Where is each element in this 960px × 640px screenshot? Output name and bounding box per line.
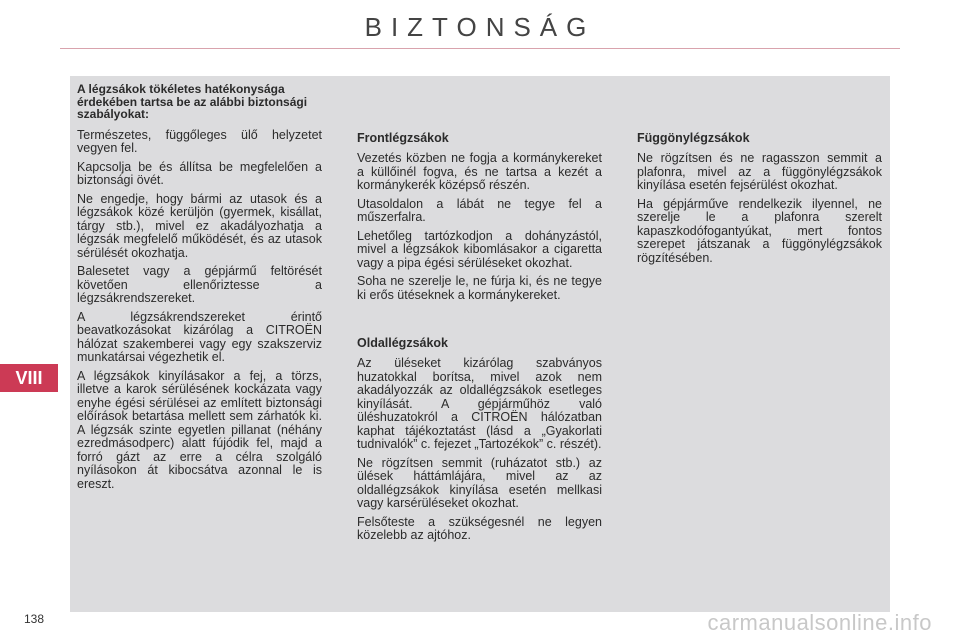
column-general-rules: [77, 83, 322, 496]
paragraph: Felsőteste a szükségesnél ne legyen közelebb az ajtóhoz.: [357, 514, 602, 542]
paragraph: Ne rögzítsen semmit (ruházatot stb.) az ülések háttámlájára, mivel az az oldallégzsákok kinyílása esetén mellkasi vagy karsérüléseket okozhat.: [357, 455, 602, 510]
column-curtain-airbags: [637, 131, 882, 270]
front-airbags-heading: Frontlégzsákok: [357, 131, 449, 145]
paragraph: Soha ne szerelje le, ne fúrja ki, és ne tegye ki erős ütéseknek a kormánykereket.: [357, 274, 602, 302]
chapter-tab: [0, 364, 58, 392]
curtain-airbags-heading: Függönylégzsákok: [637, 131, 750, 145]
paragraph: Lehetőleg tartózkodjon a dohányzástól, mivel a légzsákok kibomlásakor a cigaretta vagy a pipa égési sérüléseket okozhat.: [357, 228, 602, 270]
side-airbags-heading: Oldallégzsákok: [357, 336, 449, 350]
paragraph: Természetes, függőleges ülő helyzetet vegyen fel.: [77, 127, 322, 155]
paragraph: A légzsákok kinyílásakor a fej, a törzs, illetve a karok sérülésének kockázata vagy enyhe égési sérülései az említett biztonsági előírások betartása mellett sem zárhatók ki. A légzsák szinte egyetlen pillanat (néhány ezredmásodperc) alatt fújódik fel, majd a forró gázt az erre a célra szolgáló nyílásokon át kibocsátva azonnal le is ereszt.: [77, 368, 322, 491]
paragraph: Balesetet vagy a gépjármű feltörését követően ellenőriztesse a légzsákrendszereket.: [77, 264, 322, 305]
paragraph: Utasoldalon a lábát ne tegye fel a műszerfalra.: [357, 196, 602, 224]
watermark: carmanualsonline.info: [707, 610, 932, 635]
paragraph: Vezetés közben ne fogja a kormánykereket a küllőinél fogva, és ne tartsa a kezét a kormánykerék középső részén.: [357, 151, 602, 192]
paragraph: Ne rögzítsen és ne ragasszon semmit a plafonra, mivel az a függönylégzsákok kinyílása esetén fejsérülést okozhat.: [637, 151, 882, 192]
page-number: 138: [24, 612, 45, 626]
page-title: BIZTONSÁG: [364, 12, 596, 42]
paragraph: Kapcsolja be és állítsa be megfelelően a biztonsági övét.: [77, 159, 322, 187]
paragraph: Ha gépjárműve rendelkezik ilyennel, ne szerelje le a plafonra szerelt kapaszkodófogantyúkat, mert fontos szerepet játszanak a függönylégzsákok rögzítésében.: [637, 196, 882, 265]
chapter-label: VIII: [15, 367, 43, 388]
paragraph: Ne engedje, hogy bármi az utasok és a légzsákok közé kerüljön (gyermek, kisállat, tárgy stb.), mivel ez akadályozhatja a légzsák megfelelő működését, és az utasok sérülését okozhatja.: [77, 191, 322, 260]
title-divider: [60, 48, 900, 49]
paragraph: Az üléseket kizárólag szabványos huzatokkal borítsa, mivel azok nem akadályozzák az oldallégzsákok esetleges kinyílását. A gépjárműhöz való üléshuzatokról a CITROËN hálózatban kaphat tájékoztatást (lásd a „Gyakorlati tudnivalók” c. fejezet „Tartozékok” c. részét).: [357, 356, 602, 451]
rules-heading: A légzsákok tökéletes hatékonysága érdekében tartsa be az alábbi biztonsági szabályokat:: [77, 82, 308, 121]
paragraph: A légzsákrendszereket érintő beavatkozásokat kizárólag a CITROËN hálózat szakemberei vagy egy szakszerviz munkatársai végezhetik el.: [77, 309, 322, 364]
content-panel: [70, 76, 890, 612]
column-front-side-airbags: [357, 131, 602, 548]
